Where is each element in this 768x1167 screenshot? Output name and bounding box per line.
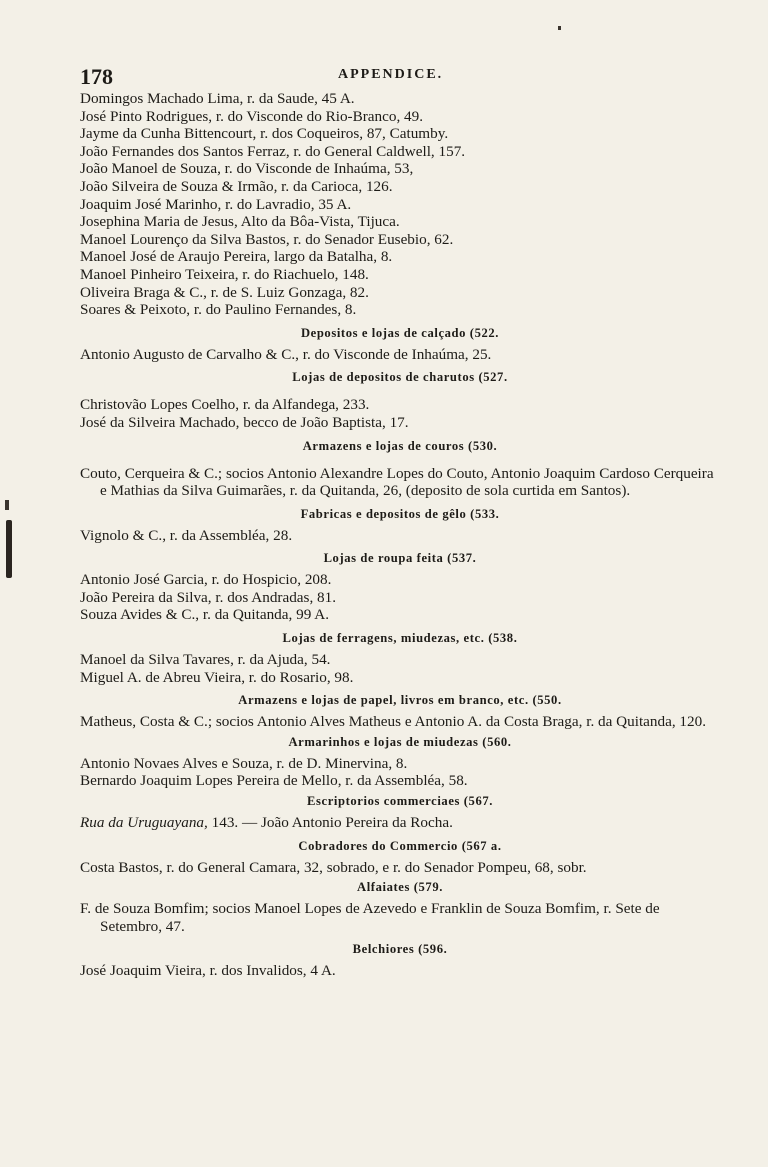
list-item: Costa Bastos, r. do General Camara, 32, sobrado, e r. do Senador Pompeu, 68, sobr. (80, 858, 587, 876)
street-name: Rua da Uruguayana, (80, 814, 208, 832)
list-item: Bernardo Joaquim Lopes Pereira de Mello, r. da Assembléa, 58. (80, 772, 468, 790)
list-item: Vignolo & C., r. da Assembléa, 28. (80, 526, 293, 544)
section-entries (80, 527, 720, 545)
list-item: Jayme da Cunha Bittencourt, r. dos Coqueiros, 87, Catumby. (80, 125, 449, 143)
list-item: Souza Avides & C., r. da Quitanda, 99 A. (80, 606, 330, 624)
list-item: Josephina Maria de Jesus, Alto da Bôa-Vista, Tijuca. (80, 213, 400, 231)
list-item: João Manoel de Souza, r. do Visconde de Inhaúma, 53, (80, 160, 414, 178)
list-item: Miguel A. de Abreu Vieira, r. do Rosario, 98. (80, 668, 354, 686)
margin-ink-mark (6, 520, 12, 578)
list-item: José Pinto Rodrigues, r. do Visconde do Rio-Branco, 49. (80, 107, 424, 125)
section-heading: Armazens e lojas de couros (530. (302, 438, 498, 453)
list-item: Couto, Cerqueira & C.; socios Antonio Alexandre Lopes do Couto, Antonio Joaquim Cardoso Cerqueira e Mathias da Silva Guimarães, r. da Quitanda, 26, (deposito de sola curtida em Santos). (80, 464, 714, 500)
list-item: Antonio José Garcia, r. do Hospicio, 208. (80, 571, 332, 589)
list-item: Domingos Machado Lima, r. da Saude, 45 A. (80, 90, 355, 107)
ink-speck (558, 26, 561, 30)
list-item: F. de Souza Bomfim; socios Manoel Lopes de Azevedo e Franklin de Souza Bomfim, r. Sete de Setembro, 47. (80, 900, 660, 935)
list-item (80, 814, 720, 832)
section-entries (80, 465, 720, 500)
section-heading: Depositos e lojas de calçado (522. (300, 325, 500, 340)
list-item: Joaquim José Marinho, r. do Lavradio, 35 A. (80, 195, 352, 213)
list-item: José da Silveira Machado, becco de João Baptista, 17. (80, 413, 409, 431)
margin-ink-mark-small (5, 500, 9, 510)
section-entries (80, 755, 720, 790)
list-item: João Pereira da Silva, r. dos Andradas, 81. (80, 588, 337, 606)
list-item: Oliveira Braga & C., r. de S. Luiz Gonzaga, 82. (80, 283, 369, 301)
section-heading: Lojas de depositos de charutos (527. (292, 370, 508, 385)
section-heading: Belchiores (596. (352, 942, 448, 957)
book-page (80, 64, 720, 980)
section-entries (80, 859, 720, 877)
section-heading: Lojas de ferragens, miudezas, etc. (538. (282, 631, 518, 646)
list-item: José Joaquim Vieira, r. dos Invalidos, 4 A. (80, 962, 336, 980)
section-entries (80, 900, 720, 935)
page-number: 178 (80, 64, 113, 89)
page-header (80, 64, 720, 90)
section-entries (80, 651, 720, 686)
section-heading: Cobradores do Commercio (567 a. (298, 838, 502, 853)
list-item: Christovão Lopes Coelho, r. da Alfandega, 233. (80, 396, 370, 414)
list-item: Matheus, Costa & C.; socios Antonio Alves Matheus e Antonio A. da Costa Braga, r. da Quitanda, 120. (80, 713, 707, 731)
section-heading: Armarinhos e lojas de miudezas (560. (288, 734, 512, 749)
section-entries (80, 346, 720, 364)
section-heading: Alfaiates (579. (357, 880, 443, 895)
list-item: João Silveira de Souza & Irmão, r. da Carioca, 126. (80, 177, 393, 195)
list-item: Antonio Novaes Alves e Souza, r. de D. Minervina, 8. (80, 754, 408, 772)
section-entries (80, 962, 720, 980)
list-item: Soares & Peixoto, r. do Paulino Fernandes, 8. (80, 301, 357, 319)
section-heading: Lojas de roupa feita (537. (323, 551, 477, 566)
list-item: Manoel Pinheiro Teixeira, r. do Riachuelo, 148. (80, 265, 369, 283)
list-item: João Fernandes dos Santos Ferraz, r. do General Caldwell, 157. (80, 142, 466, 160)
entry-text: 143. — João Antonio Pereira da Rocha. (207, 814, 453, 832)
section-entries (80, 396, 720, 431)
list-item: Manoel José de Araujo Pereira, largo da Batalha, 8. (80, 248, 393, 266)
section-heading: Fabricas e depositos de gêlo (533. (300, 506, 500, 521)
section-entries (80, 713, 720, 731)
list-item: Antonio Augusto de Carvalho & C., r. do Visconde de Inhaúma, 25. (80, 345, 492, 363)
list-item: Manoel Lourenço da Silva Bastos, r. do Senador Eusebio, 62. (80, 230, 454, 248)
section-entries (80, 571, 720, 624)
section-heading: Escriptorios commerciaes (567. (307, 794, 493, 809)
running-head: APPENDICE. (338, 67, 444, 82)
entry-list-top (80, 90, 720, 319)
section-entries (80, 814, 720, 832)
section-heading: Armazens e lojas de papel, livros em branco, etc. (550. (238, 693, 562, 708)
list-item: Manoel da Silva Tavares, r. da Ajuda, 54. (80, 651, 331, 669)
